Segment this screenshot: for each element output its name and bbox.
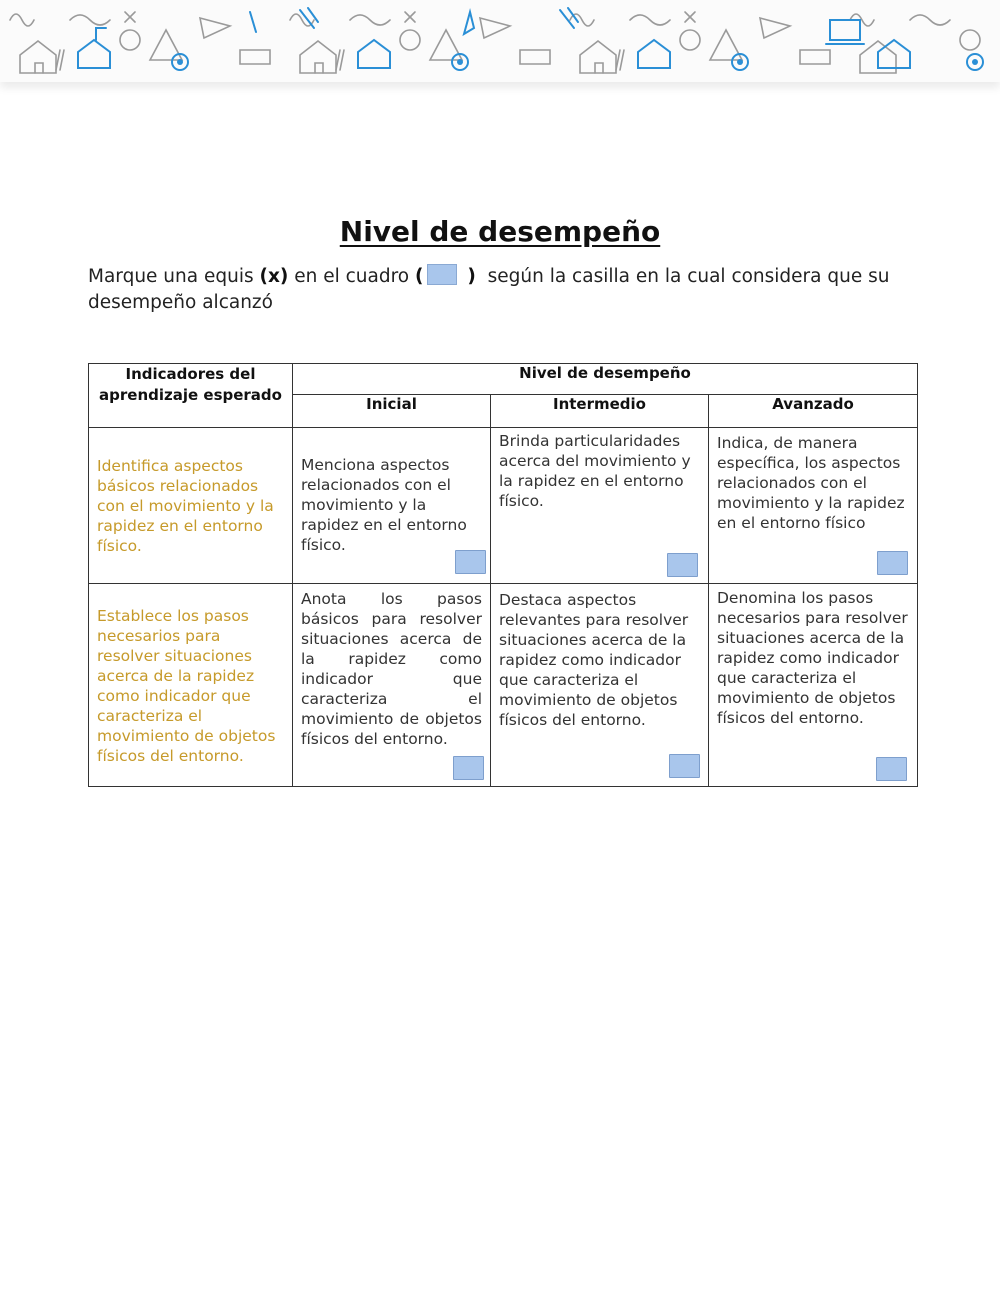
- header-banner: [0, 0, 1000, 82]
- level-inicial-header: Inicial: [293, 395, 491, 428]
- avanzado-text: Denomina los pasos necesarios para resolver situaciones acerca de la rapidez como indicador que caracteriza el movimiento de objetos físicos del entorno.: [717, 589, 908, 727]
- inicial-cell: [293, 428, 491, 584]
- checkbox-intermedio-row1[interactable]: [667, 553, 698, 577]
- indicators-header-text: Indicadores del aprendizaje esperado: [99, 365, 282, 404]
- avanzado-cell: [709, 428, 918, 584]
- instructions-open-paren: (: [415, 266, 424, 287]
- inicial-cell: [293, 584, 491, 787]
- table-row: [89, 428, 918, 584]
- level-avanzado-header: Avanzado: [709, 395, 918, 428]
- table-row: [89, 584, 918, 787]
- checkbox-avanzado-row1[interactable]: [877, 551, 908, 575]
- intermedio-cell: [491, 584, 709, 787]
- indicator-text: Establece los pasos necesarios para resolver situaciones acerca de la rapidez como indicador que caracteriza el movimiento de objetos físicos del entorno.: [97, 607, 276, 765]
- indicator-cell: [89, 584, 293, 787]
- checkbox-intermedio-row2[interactable]: [669, 754, 700, 778]
- indicators-header: [89, 364, 293, 428]
- level-intermedio-header: Intermedio: [491, 395, 709, 428]
- avanzado-text: Indica, de manera específica, los aspectos relacionados con el movimiento y la rapidez en el entorno físico: [717, 434, 905, 532]
- checkbox-inicial-row1[interactable]: [455, 550, 486, 574]
- indicator-text: Identifica aspectos básicos relacionados con el movimiento y la rapidez en el entorno físico.: [97, 457, 274, 555]
- instructions-close-paren: ): [467, 266, 476, 287]
- indicator-cell: [89, 428, 293, 584]
- intermedio-text: Destaca aspectos relevantes para resolver situaciones acerca de la rapidez como indicador que caracteriza el movimiento de objetos físicos del entorno.: [499, 591, 689, 729]
- instructions-text-1: Marque una equis: [88, 266, 254, 287]
- inicial-text: Anota los pasos básicos para resolver situaciones acerca de la rapidez como indicador que caracteriza el movimiento de objetos físicos del entorno.: [301, 590, 482, 748]
- instructions: [88, 264, 918, 316]
- school-doodle-pattern: [0, 0, 1000, 82]
- instructions-text-3: según la casilla en la cual considera que su desempeño alcanzó: [88, 266, 890, 313]
- checkbox-avanzado-row2[interactable]: [876, 757, 907, 781]
- level-header: Nivel de desempeño: [293, 364, 918, 395]
- performance-rubric-table: [88, 363, 918, 787]
- page-title-text: Nivel de desempeño: [339, 215, 661, 248]
- page-title: [0, 215, 1000, 248]
- checkbox-swatch-example: [427, 264, 457, 285]
- intermedio-text: Brinda particularidades acerca del movimiento y la rapidez en el entorno físico.: [499, 432, 691, 510]
- intermedio-cell: [491, 428, 709, 584]
- instructions-text-2: en el cuadro: [294, 266, 410, 287]
- avanzado-cell: [709, 584, 918, 787]
- inicial-text: Menciona aspectos relacionados con el movimiento y la rapidez en el entorno físico.: [301, 456, 467, 554]
- checkbox-inicial-row2[interactable]: [453, 756, 484, 780]
- instructions-mark: (x): [259, 266, 289, 287]
